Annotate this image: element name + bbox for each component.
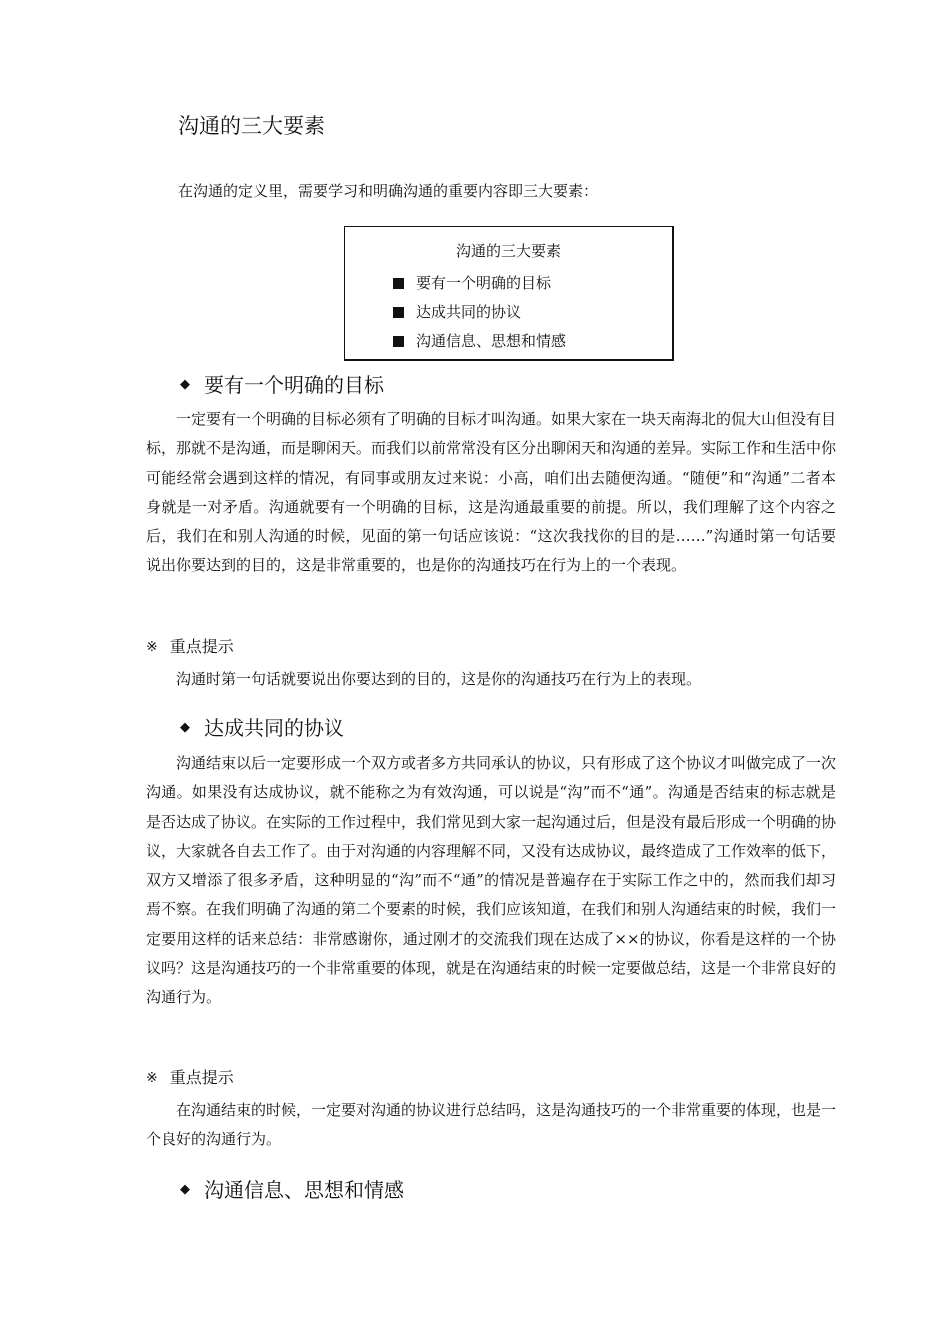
page-title: 沟通的三大要素 — [178, 114, 325, 138]
summary-item-label: 达成共同的协议 — [416, 303, 522, 321]
summary-item-label: 沟通信息、思想和情感 — [416, 332, 567, 350]
note-heading — [146, 636, 234, 658]
section-heading-information — [180, 1177, 404, 1203]
square-bullet-icon — [393, 278, 404, 289]
section-heading-text: 要有一个明确的目标 — [204, 373, 384, 397]
note-title: 重点提示 — [169, 1068, 234, 1087]
note-heading — [146, 1067, 234, 1089]
intro-text: 在沟通的定义里，需要学习和明确沟通的重要内容即三大要素： — [178, 182, 599, 200]
summary-box-title: 沟通的三大要素 — [455, 242, 561, 260]
list-item — [393, 269, 566, 298]
summary-box — [344, 226, 674, 361]
section-heading-text: 达成共同的协议 — [204, 716, 344, 740]
section-heading-agreement — [180, 715, 344, 741]
diamond-bullet-icon: ◆ — [180, 720, 190, 735]
diamond-bullet-icon: ◆ — [180, 377, 190, 392]
note-body: 沟通时第一句话就要说出你要达到的目的，这是你的沟通技巧在行为上的表现。 — [176, 670, 702, 688]
list-item — [393, 298, 566, 327]
square-bullet-icon — [393, 307, 404, 318]
note-body: 在沟通结束的时候，一定要对沟通的协议进行总结吗，这是沟通技巧的一个非常重要的体现，也是一个良好的沟通行为。 — [146, 1101, 837, 1149]
diamond-bullet-icon: ◆ — [180, 1182, 190, 1197]
summary-item-label: 要有一个明确的目标 — [416, 274, 552, 292]
section-body-goal: 一定要有一个明确的目标必须有了明确的目标才叫沟通。如果大家在一块天南海北的侃大山但没有目标，那就不是沟通，而是聊闲天。而我们以前常常没有区分出聊闲天和沟通的差异。实际工作和生活中你可能经常会遇到这样的情况，有同事或朋友过来说：小高，咱们出去随便沟通。“随便”和“沟通”二者本身就是一对矛盾。沟通就要有一个明确的目标，这是沟通最重要的前提。所以，我们理解了这个内容之后，我们在和别人沟通的时候，见面的第一句话应该说：“这次我找你的目的是……”沟通时第一句话要说出你要达到的目的，这是非常重要的，也是你的沟通技巧在行为上的一个表现。 — [146, 410, 837, 575]
note-title: 重点提示 — [169, 637, 234, 656]
reference-mark-icon: ※ — [146, 639, 158, 655]
section-heading-text: 沟通信息、思想和情感 — [204, 1178, 404, 1202]
list-item — [393, 327, 566, 356]
square-bullet-icon — [393, 336, 404, 347]
section-body-agreement: 沟通结束以后一定要形成一个双方或者多方共同承认的协议，只有形成了这个协议才叫做完成了一次沟通。如果没有达成协议，就不能称之为有效沟通，可以说是“沟”而不“通”。沟通是否结束的标志就是是否达成了协议。在实际的工作过程中，我们常见到大家一起沟通过后，但是没有最后形成一个明确的协议，大家就各自去工作了。由于对沟通的内容理解不同，又没有达成协议，最终造成了工作效率的低下，双方又增添了很多矛盾，这种明显的“沟”而不“通”的情况是普遍存在于实际工作之中的，然而我们却习焉不察。在我们明确了沟通的第二个要素的时候，我们应该知道，在我们和别人沟通结束的时候，我们一定要用这样的话来总结：非常感谢你，通过刚才的交流我们现在达成了××的协议，你看是这样的一个协议吗？这是沟通技巧的一个非常重要的体现，就是在沟通结束的时候一定要做总结，这是一个非常良好的沟通行为。 — [146, 754, 837, 1007]
summary-list — [393, 269, 566, 356]
section-heading-goal — [180, 372, 384, 398]
reference-mark-icon: ※ — [146, 1070, 158, 1086]
